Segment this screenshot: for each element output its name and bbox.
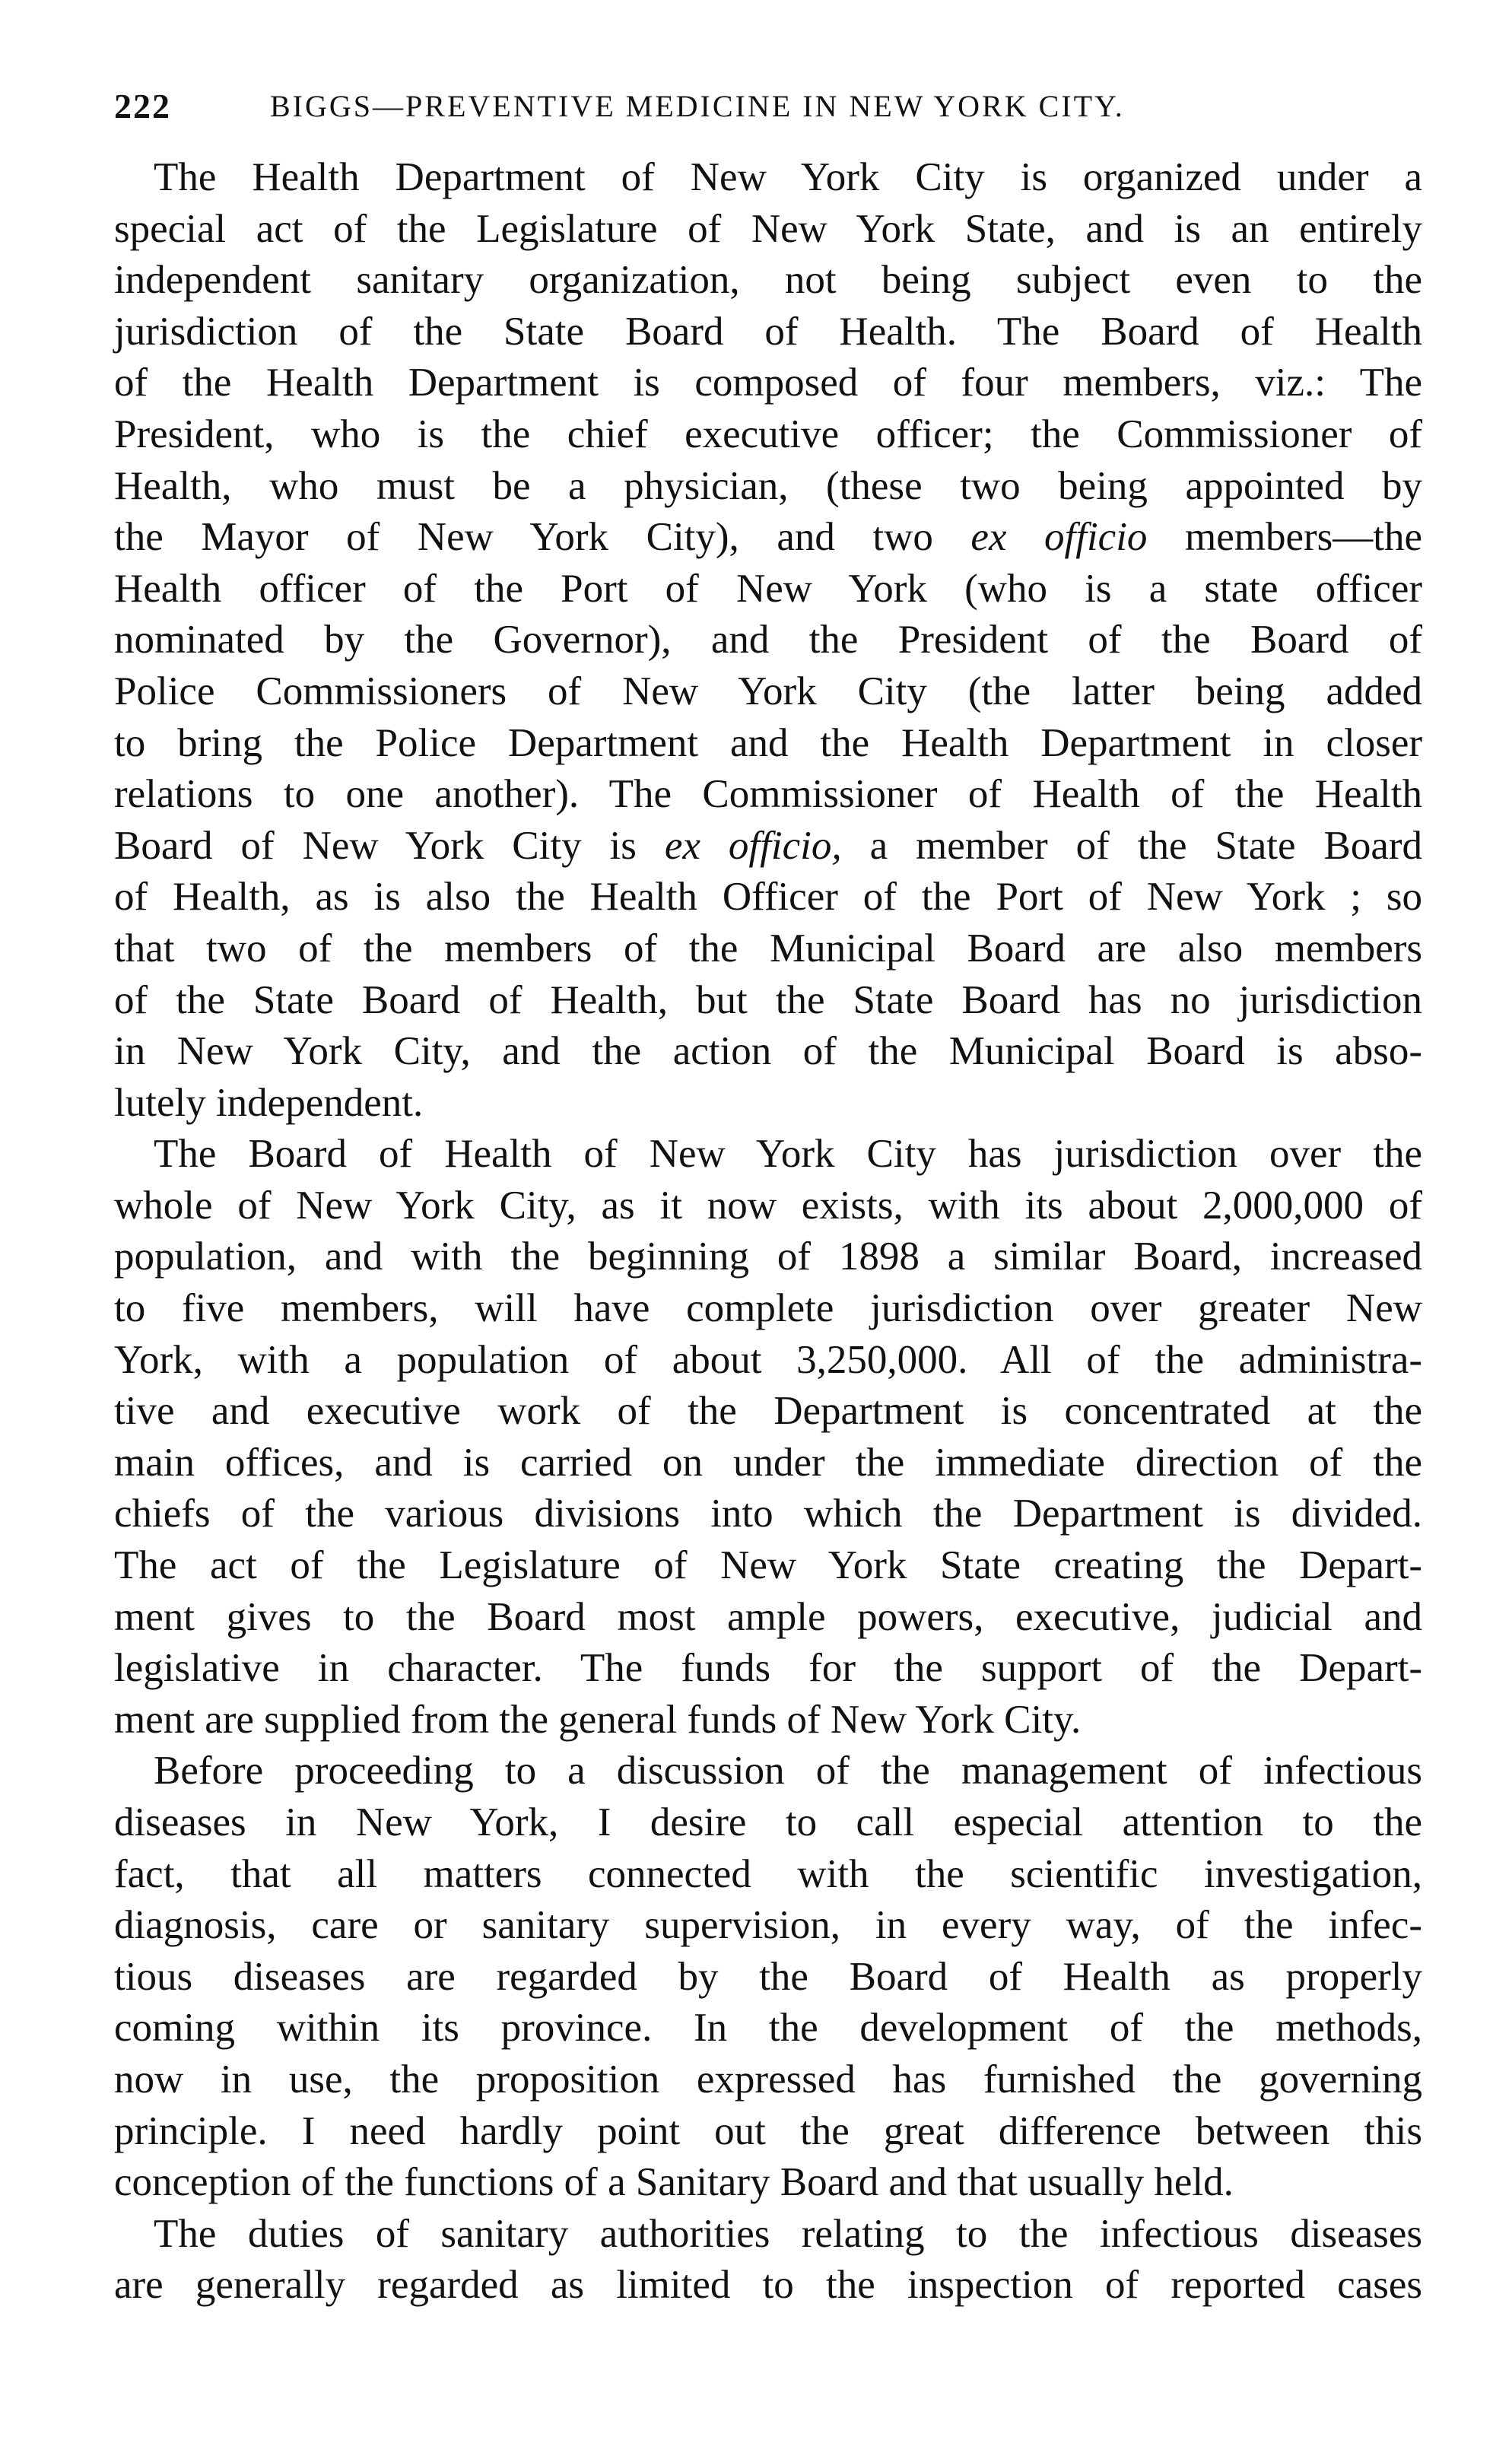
paragraph <box>114 2209 1422 2311</box>
text-run: ment are supplied from the general funds of New York City. <box>114 1697 1082 1742</box>
text-run: to five members, will have complete jurisdiction over greater New <box>114 1286 1422 1331</box>
text-line <box>114 1335 1422 1387</box>
text-line <box>114 2209 1422 2260</box>
text-line <box>114 769 1422 821</box>
text-run: ment gives to the Board most ample powers, executive, judicial and <box>114 1594 1422 1639</box>
text-run: diseases in New York, I desire to call especial attention to the <box>114 1800 1422 1844</box>
paragraph <box>114 152 1422 1129</box>
text-line <box>114 2003 1422 2054</box>
text-run: in New York City, and the action of the Municipal Board is abso- <box>114 1029 1422 1074</box>
italic-phrase: ex officio, <box>664 823 842 868</box>
running-title: BIGGS—PREVENTIVE MEDICINE IN NEW YORK CITY. <box>270 89 1125 123</box>
text-run: Police Commissioners of New York City (the latter being added <box>114 669 1422 713</box>
paragraph <box>114 1129 1422 1746</box>
text-line <box>114 204 1422 256</box>
text-line <box>114 666 1422 718</box>
text-run: relations to one another). The Commissioner of Health of the Health <box>114 772 1422 817</box>
text-run: fact, that all matters connected with the scientific investigation, <box>114 1851 1422 1896</box>
text-run: York, with a population of about 3,250,000. All of the administra- <box>114 1337 1422 1382</box>
text-run: are generally regarded as limited to the inspection of reported cases <box>114 2263 1422 2308</box>
text-line <box>114 1283 1422 1335</box>
text-line <box>114 1746 1422 1797</box>
text-run: Health officer of the Port of New York (who is a state officer <box>114 566 1422 611</box>
text-run: President, who is the chief executive officer; the Commissioner of <box>114 411 1422 456</box>
text-line <box>114 821 1422 872</box>
body-text <box>114 152 1422 2311</box>
text-line <box>114 923 1422 975</box>
text-line <box>114 975 1422 1027</box>
text-run: that two of the members of the Municipal Board are also members <box>114 926 1422 971</box>
text-line <box>114 2157 1422 2209</box>
text-run: tious diseases are regarded by the Board of Health as properly <box>114 1954 1422 1999</box>
text-line <box>114 357 1422 409</box>
italic-phrase: ex officio <box>970 515 1148 560</box>
text-run: principle. I need hardly point out the great difference between this <box>114 2108 1422 2153</box>
text-run: The act of the Legislature of New York State creating the Depart- <box>114 1543 1422 1588</box>
text-run: chiefs of the various divisions into which the Department is divided. <box>114 1492 1422 1536</box>
text-line <box>114 1540 1422 1592</box>
book-page <box>114 84 1422 2311</box>
text-run: lutely independent. <box>114 1080 424 1125</box>
text-line <box>114 409 1422 461</box>
text-run: nominated by the Governor), and the President of the Board of <box>114 618 1422 662</box>
text-line <box>114 2054 1422 2106</box>
text-run: to bring the Police Department and the Health Department in closer <box>114 720 1422 765</box>
text-run: The Health Department of New York City is organized under a <box>154 155 1422 199</box>
text-line <box>114 1026 1422 1078</box>
text-line <box>114 1797 1422 1849</box>
text-run: jurisdiction of the State Board of Health. The Board of Health <box>114 309 1422 354</box>
text-line <box>114 307 1422 358</box>
text-line <box>114 461 1422 513</box>
text-line <box>114 564 1422 615</box>
text-line <box>114 1438 1422 1489</box>
text-run: legislative in character. The funds for the support of the Depart- <box>114 1646 1422 1691</box>
text-line <box>114 2260 1422 2311</box>
text-line <box>114 512 1422 564</box>
text-run: independent sanitary organization, not being subject even to the <box>114 258 1422 303</box>
text-run: Health, who must be a physician, (these two being appointed by <box>114 463 1422 508</box>
text-run: of the State Board of Health, but the State Board has no jurisdiction <box>114 977 1422 1022</box>
text-run: Before proceeding to a discussion of the management of infectious <box>154 1749 1422 1793</box>
text-run: the Mayor of New York City), and two <box>114 515 971 560</box>
text-line <box>114 1488 1422 1540</box>
text-run: special act of the Legislature of New York State, and is an entirely <box>114 206 1422 251</box>
text-run: of the Health Department is composed of four members, viz.: The <box>114 361 1422 405</box>
text-run: The Board of Health of New York City has jurisdiction over the <box>154 1132 1422 1177</box>
text-run: coming within its province. In the development of the methods, <box>114 2006 1422 2051</box>
text-line <box>114 1900 1422 1952</box>
text-run: whole of New York City, as it now exists, with its about 2,000,000 of <box>114 1183 1422 1228</box>
text-run: of Health, as is also the Health Officer of the Port of New York ; so <box>114 875 1422 920</box>
text-line <box>114 1592 1422 1644</box>
page-number: 222 <box>114 87 171 125</box>
text-line <box>114 1078 1422 1129</box>
text-line <box>114 152 1422 204</box>
text-line <box>114 718 1422 770</box>
text-line <box>114 1849 1422 1901</box>
text-run: conception of the functions of a Sanitary Board and that usually held. <box>114 2160 1234 2205</box>
running-head <box>114 84 1422 129</box>
text-run: members—the <box>1147 515 1422 560</box>
paragraph <box>114 1746 1422 2208</box>
text-line <box>114 1231 1422 1283</box>
text-line <box>114 2106 1422 2158</box>
text-run: diagnosis, care or sanitary supervision, in every way, of the infec- <box>114 1903 1422 1948</box>
text-line <box>114 1129 1422 1180</box>
text-line <box>114 255 1422 307</box>
text-run: population, and with the beginning of 1898 a similar Board, increased <box>114 1234 1422 1279</box>
text-line <box>114 872 1422 923</box>
text-line <box>114 1386 1422 1438</box>
text-line <box>114 615 1422 666</box>
text-run: main offices, and is carried on under the immediate direction of the <box>114 1440 1422 1485</box>
text-line <box>114 1952 1422 2003</box>
text-run: now in use, the proposition expressed has furnished the governing <box>114 2057 1422 2102</box>
text-run: tive and executive work of the Department is concentrated at the <box>114 1389 1422 1434</box>
text-run: Board of New York City is <box>114 823 665 868</box>
text-line <box>114 1695 1422 1746</box>
text-run: a member of the State Board <box>841 823 1422 868</box>
text-run: The duties of sanitary authorities relating to the infectious diseases <box>154 2211 1422 2256</box>
text-line <box>114 1180 1422 1232</box>
text-line <box>114 1643 1422 1695</box>
